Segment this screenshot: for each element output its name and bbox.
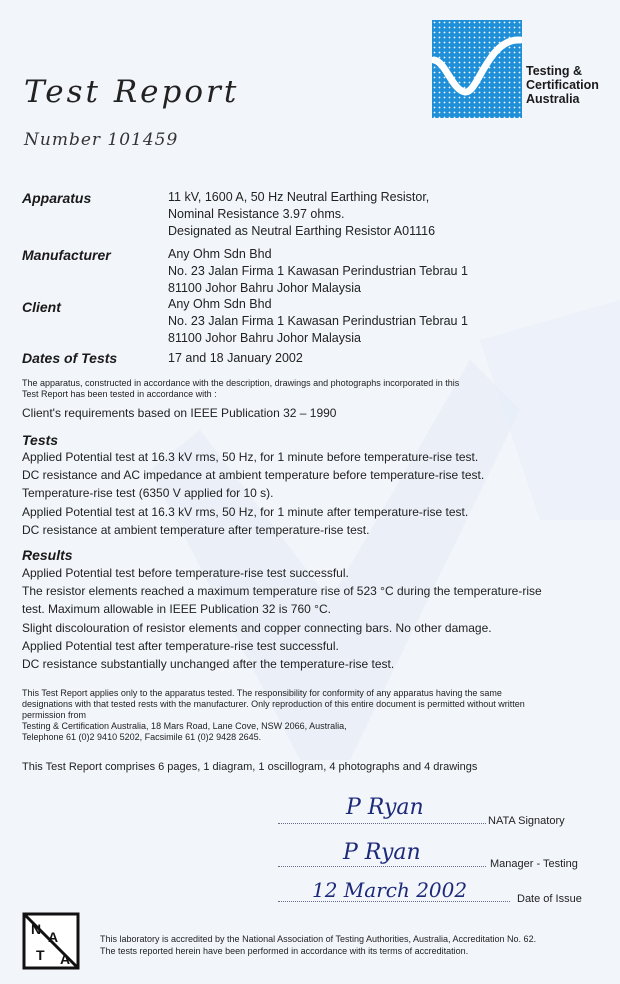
nata-signatory-label: NATA Signatory <box>488 815 565 827</box>
report-number-value: 101459 <box>107 130 179 150</box>
accreditation-line: The tests reported herein have been performed in accordance with its terms of accreditation. <box>100 946 469 956</box>
list-item: Applied Potential test after temperature-rise test successful. <box>22 638 339 653</box>
apparatus-line: Designated as Neutral Earthing Resistor A01116 <box>168 224 436 238</box>
list-item: Applied Potential test at 16.3 kV rms, 50 Hz, for 1 minute after temperature-rise test. <box>22 504 469 519</box>
client-line: 81100 Johor Bahru Johor Malaysia <box>168 331 361 345</box>
signature-line <box>278 866 486 867</box>
tca-logo-text <box>526 64 599 106</box>
disclaimer-line: permission from <box>22 710 87 720</box>
manager-testing-label: Manager - Testing <box>490 858 578 870</box>
list-item: Temperature-rise test (6350 V applied for 10 s). <box>22 486 274 501</box>
list-item: Applied Potential test at 16.3 kV rms, 50 Hz, for 1 minute before temperature-rise test. <box>22 450 479 464</box>
list-item: DC resistance substantially unchanged after the temperature-rise test. <box>22 657 395 672</box>
issue-date-value: 12 March 2002 <box>312 878 468 902</box>
list-item: The resistor elements reached a maximum temperature rise of 523 °C during the temperature-rise <box>22 584 542 599</box>
disclaimer-line: designations with that tested rests with the manufacturer. Only reproduction of this entire document is permitted without written <box>22 699 525 709</box>
signature-2: P Ryan <box>343 840 421 865</box>
dates-value: 17 and 18 January 2002 <box>168 351 303 365</box>
accreditation-text <box>100 933 536 957</box>
manufacturer-label: Manufacturer <box>22 247 111 263</box>
disclaimer-line: Telephone 61 (0)2 9410 5202, Facsimile 61 (0)2 9428 2645. <box>22 732 262 742</box>
requirements-text: Client's requirements based on IEEE Publication 32 – 1990 <box>22 406 337 420</box>
report-number <box>24 130 178 150</box>
svg-text:T: T <box>36 947 45 963</box>
page-title: Test Report <box>24 74 240 110</box>
svg-text:A: A <box>48 929 59 945</box>
tests-heading: Tests <box>22 432 59 448</box>
list-item: Slight discolouration of resistor elements and copper connecting bars. No other damage. <box>22 620 492 635</box>
results-heading: Results <box>22 547 73 563</box>
date-of-issue-label: Date of Issue <box>517 893 582 905</box>
accordance-text <box>22 378 459 400</box>
signature-1: P Ryan <box>346 795 424 820</box>
logo-line-2: Certification <box>526 78 599 92</box>
accreditation-line: This laboratory is accredited by the National Association of Testing Authorities, Australia, Accreditation No. 62. <box>100 934 537 944</box>
manufacturer-line: 81100 Johor Bahru Johor Malaysia <box>168 281 361 295</box>
svg-text:N: N <box>31 921 42 937</box>
disclaimer-line: This Test Report applies only to the apparatus tested. The responsibility for conformity of any apparatus having the same <box>22 688 502 698</box>
tests-list <box>22 448 484 539</box>
apparatus-value <box>168 189 435 240</box>
manufacturer-value <box>168 246 468 297</box>
list-item: Applied Potential test before temperature-rise test successful. <box>22 566 349 580</box>
client-line: No. 23 Jalan Firma 1 Kawasan Perindustrian Tebrau 1 <box>168 314 468 328</box>
tca-logo-icon <box>432 20 522 118</box>
accordance-line: The apparatus, constructed in accordance with the description, drawings and photographs incorporated in this <box>22 378 460 388</box>
apparatus-line: Nominal Resistance 3.97 ohms. <box>168 207 345 221</box>
manufacturer-line: Any Ohm Sdn Bhd <box>168 247 272 261</box>
apparatus-line: 11 kV, 1600 A, 50 Hz Neutral Earthing Resistor, <box>168 190 430 204</box>
disclaimer-line: Testing & Certification Australia, 18 Mars Road, Lane Cove, NSW 2066, Australia, <box>22 721 347 731</box>
client-label: Client <box>22 299 61 315</box>
apparatus-label: Apparatus <box>22 190 92 206</box>
signature-line <box>278 823 486 824</box>
signature-line <box>278 901 510 902</box>
disclaimer-text <box>22 688 525 743</box>
list-item: DC resistance at ambient temperature after temperature-rise test. <box>22 522 370 537</box>
list-item: DC resistance and AC impedance at ambient temperature before temperature-rise test. <box>22 468 485 483</box>
logo-line-3: Australia <box>526 92 580 106</box>
client-value <box>168 296 468 347</box>
comprises-text: This Test Report comprises 6 pages, 1 diagram, 1 oscillogram, 4 photographs and 4 drawings <box>22 761 478 773</box>
nata-logo-icon <box>22 912 80 970</box>
accordance-line: Test Report has been tested in accordance with : <box>22 389 217 399</box>
report-number-label: Number <box>24 130 102 150</box>
list-item: test. Maximum allowable in IEEE Publication 32 is 760 °C. <box>22 602 331 617</box>
dates-label: Dates of Tests <box>22 350 118 366</box>
results-list <box>22 564 542 673</box>
client-line: Any Ohm Sdn Bhd <box>168 297 272 311</box>
manufacturer-line: No. 23 Jalan Firma 1 Kawasan Perindustrian Tebrau 1 <box>168 264 468 278</box>
logo-line-1: Testing & <box>526 64 583 78</box>
svg-text:A: A <box>60 951 71 967</box>
